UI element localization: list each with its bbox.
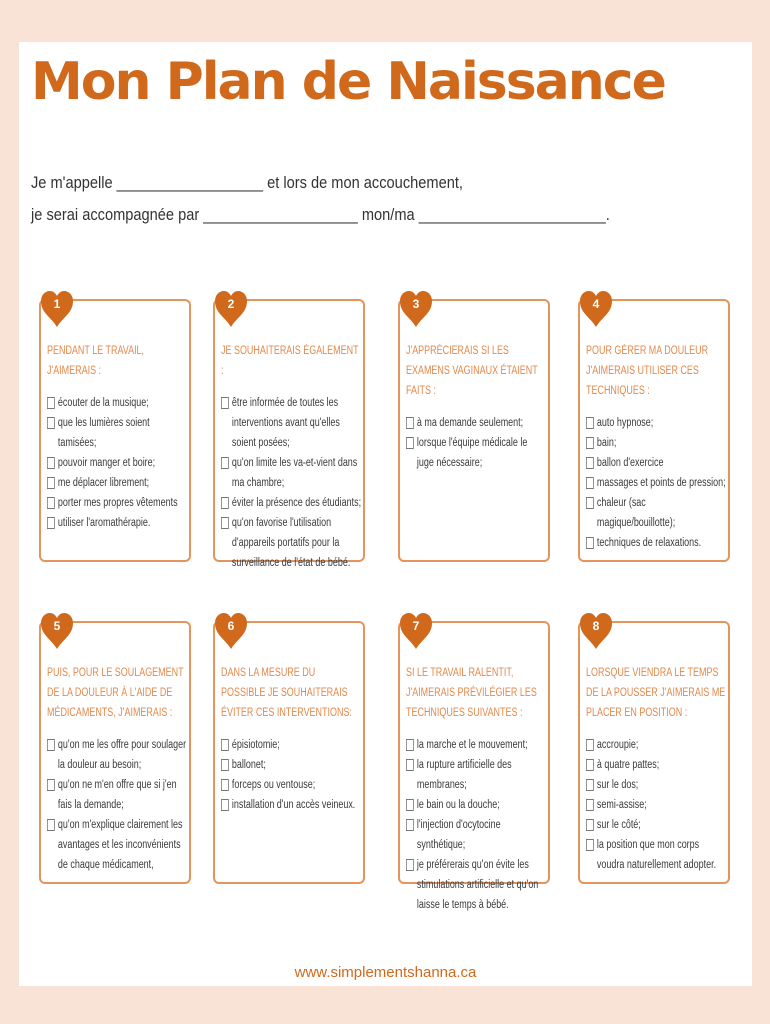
- checklist-item-label: que les lumières soient tamisées;: [57, 417, 150, 449]
- checkbox[interactable]: [47, 397, 55, 409]
- checklist-item-label: chaleur (sac magique/bouillotte);: [596, 497, 676, 529]
- checklist-item-label: qu'on me les offre pour soulager la douleur au besoin;: [57, 739, 187, 771]
- checklist-item: [586, 533, 726, 553]
- checkbox[interactable]: [47, 497, 55, 509]
- checkbox[interactable]: [586, 537, 594, 549]
- card-content: [406, 341, 546, 473]
- checklist-item: [47, 453, 187, 473]
- checkbox[interactable]: [406, 739, 414, 751]
- checkbox[interactable]: [586, 759, 594, 771]
- checkbox[interactable]: [586, 779, 594, 791]
- checklist-item: [586, 815, 726, 835]
- card-number: 3: [412, 297, 420, 311]
- checklist-item: [47, 413, 187, 453]
- checklist-item: [586, 453, 726, 473]
- checklist-item: [406, 855, 546, 915]
- card-number: 4: [592, 297, 600, 311]
- checkbox[interactable]: [47, 417, 55, 429]
- checkbox[interactable]: [221, 497, 229, 509]
- checklist-item-label: je préférerais qu'on évite les stimulations artificielle et qu'on laisse le temps à bébé.: [416, 859, 539, 911]
- checklist-item: [221, 735, 361, 755]
- checklist-item-label: qu'on ne m'en offre que si j'en fais la demande;: [57, 779, 177, 811]
- checklist-item: [586, 775, 726, 795]
- birth-plan-page: [19, 42, 752, 986]
- checkbox[interactable]: [47, 457, 55, 469]
- checkbox[interactable]: [586, 739, 594, 751]
- card-heading: PUIS, POUR LE SOULAGEMENT DE LA DOULEUR À L'AIDE DE MÉDICAMENTS, J'AIMERAIS :: [47, 667, 184, 719]
- page-title: Mon Plan de Naissance: [31, 52, 665, 112]
- checklist-item-label: le bain ou la douche;: [416, 799, 500, 811]
- checkbox[interactable]: [586, 799, 594, 811]
- card-6: [213, 621, 365, 884]
- checkbox[interactable]: [47, 477, 55, 489]
- checkbox[interactable]: [586, 417, 594, 429]
- card-number: 7: [412, 619, 420, 633]
- card-5: [39, 621, 191, 884]
- checklist-item: [221, 513, 361, 573]
- heart-icon: [41, 613, 73, 649]
- intro-line-1: Je m'appelle __________________ et lors de mon accouchement,: [31, 173, 463, 192]
- heart-icon: [580, 291, 612, 327]
- checkbox[interactable]: [406, 759, 414, 771]
- heart-icon: [400, 613, 432, 649]
- checklist-item-label: l'injection d'ocytocine synthétique;: [416, 819, 501, 851]
- checklist-item: [47, 735, 187, 775]
- checklist-item-label: accroupie;: [596, 739, 639, 751]
- checklist-item-label: la rupture artificielle des membranes;: [416, 759, 512, 791]
- checkbox[interactable]: [47, 739, 55, 751]
- checkbox[interactable]: [221, 457, 229, 469]
- checklist-item: [586, 473, 726, 493]
- checklist-item: [221, 775, 361, 795]
- checkbox[interactable]: [221, 739, 229, 751]
- checkbox[interactable]: [221, 799, 229, 811]
- checklist-item: [586, 735, 726, 755]
- card-number: 5: [53, 619, 61, 633]
- card-content: [586, 341, 726, 553]
- card-heading: JE SOUHAITERAIS ÉGALEMENT :: [221, 345, 359, 377]
- card-content: [586, 663, 726, 875]
- card-number: 6: [227, 619, 235, 633]
- checkbox[interactable]: [406, 417, 414, 429]
- checklist-item-label: éviter la présence des étudiants;: [231, 497, 362, 509]
- checklist-item: [586, 755, 726, 775]
- checklist-item: [406, 755, 546, 795]
- card-3: [398, 299, 550, 562]
- checklist-item-label: pouvoir manger et boire;: [57, 457, 156, 469]
- checklist-item: [47, 815, 187, 875]
- checklist-item-label: sur le dos;: [596, 779, 639, 791]
- checkbox[interactable]: [47, 819, 55, 831]
- card-heading: SI LE TRAVAIL RALENTIT, J'AIMERAIS PRÉVILÉGIER LES TECHNIQUES SUIVANTES :: [406, 667, 537, 719]
- checklist-item-label: qu'on limite les va-et-vient dans ma chambre;: [231, 457, 358, 489]
- checklist-item-label: installation d'un accès veineux.: [231, 799, 356, 811]
- checkbox[interactable]: [221, 779, 229, 791]
- checklist-item-label: techniques de relaxations.: [596, 537, 702, 549]
- checkbox[interactable]: [47, 779, 55, 791]
- checklist-item-label: forceps ou ventouse;: [231, 779, 316, 791]
- checklist-item-label: la marche et le mouvement;: [416, 739, 528, 751]
- heart-icon: [400, 291, 432, 327]
- intro-text: [31, 167, 610, 231]
- checklist-item-label: qu'on m'explique clairement les avantages et les inconvénients de chaque médicament,: [57, 819, 183, 871]
- checklist-item: [221, 755, 361, 775]
- checkbox[interactable]: [406, 799, 414, 811]
- card-8: [578, 621, 730, 884]
- card-number: 8: [592, 619, 600, 633]
- checklist-item: [406, 815, 546, 855]
- checklist-item-label: lorsque l'équipe médicale le juge nécessaire;: [416, 437, 528, 469]
- heart-icon: [215, 613, 247, 649]
- card-content: [221, 663, 361, 815]
- checkbox[interactable]: [221, 759, 229, 771]
- checklist-item: [406, 795, 546, 815]
- checklist-item-label: la position que mon corps voudra naturellement adopter.: [596, 839, 717, 871]
- card-content: [221, 341, 361, 573]
- checklist-item-label: écouter de la musique;: [57, 397, 149, 409]
- card-1: [39, 299, 191, 562]
- checklist-item: [586, 795, 726, 815]
- heart-icon: [580, 613, 612, 649]
- checklist-item: [47, 473, 187, 493]
- footer-url[interactable]: www.simplementshanna.ca: [294, 964, 477, 981]
- checklist-item-label: semi-assise;: [596, 799, 647, 811]
- checklist-item-label: bain;: [596, 437, 617, 449]
- checkbox[interactable]: [47, 517, 55, 529]
- checklist-item-label: à ma demande seulement;: [416, 417, 524, 429]
- checklist-item: [47, 513, 187, 533]
- checklist-item-label: utiliser l'aromathérapie.: [57, 517, 151, 529]
- checklist-item: [47, 393, 187, 413]
- checklist-item-label: massages et points de pression;: [596, 477, 726, 489]
- checkbox[interactable]: [221, 397, 229, 409]
- checklist-item: [586, 433, 726, 453]
- checkbox[interactable]: [586, 477, 594, 489]
- checklist-item: [47, 775, 187, 815]
- checklist-item-label: sur le côté;: [596, 819, 641, 831]
- heart-icon: [41, 291, 73, 327]
- card-heading: J'APPRÉCIERAIS SI LES EXAMENS VAGINAUX ÉTAIENT FAITS :: [406, 345, 538, 397]
- checklist-item: [221, 795, 361, 815]
- checklist-item-label: porter mes propres vêtements: [57, 497, 178, 509]
- checkbox[interactable]: [406, 859, 414, 871]
- card-heading: LORSQUE VIENDRA LE TEMPS DE LA POUSSER J'AIMERAIS ME PLACER EN POSITION :: [586, 667, 726, 719]
- card-heading: POUR GÉRER MA DOULEUR J'AIMERAIS UTILISER CES TECHNIQUES :: [586, 345, 709, 397]
- heart-icon: [215, 291, 247, 327]
- checkbox[interactable]: [586, 819, 594, 831]
- checklist-item-label: à quatre pattes;: [596, 759, 660, 771]
- checkbox[interactable]: [406, 437, 414, 449]
- checklist-item: [221, 493, 361, 513]
- checklist-item: [586, 835, 726, 875]
- card-content: [406, 663, 546, 915]
- checkbox[interactable]: [406, 819, 414, 831]
- checklist-item-label: qu'on favorise l'utilisation d'appareils portatifs pour la surveillance de l'état de bébé.: [231, 517, 351, 569]
- checklist-item-label: ballon d'exercice: [596, 457, 664, 469]
- checklist-item-label: auto hypnose;: [596, 417, 654, 429]
- card-4: [578, 299, 730, 562]
- card-heading: DANS LA MESURE DU POSSIBLE JE SOUHAITERAIS ÉVITER CES INTERVENTIONS:: [221, 667, 352, 719]
- checklist-item: [586, 493, 726, 533]
- card-content: [47, 341, 187, 533]
- checklist-item-label: ballonet;: [231, 759, 266, 771]
- intro-line-2: je serai accompagnée par ___________________ mon/ma _______________________.: [31, 205, 610, 224]
- checklist-item-label: être informée de toutes les interventions avant qu'elles soient posées;: [231, 397, 340, 449]
- card-2: [213, 297, 365, 569]
- card-heading: PENDANT LE TRAVAIL, J'AIMERAIS :: [47, 345, 145, 377]
- checklist-item: [406, 433, 546, 473]
- checklist-item-label: épisiotomie;: [231, 739, 280, 751]
- card-content: [47, 663, 187, 875]
- checklist-item: [221, 393, 361, 453]
- checklist-item: [221, 453, 361, 493]
- checklist-item-label: me déplacer librement;: [57, 477, 150, 489]
- checkbox[interactable]: [586, 437, 594, 449]
- checklist-item: [586, 413, 726, 433]
- card-number: 2: [227, 297, 235, 311]
- card-number: 1: [53, 297, 61, 311]
- checkbox[interactable]: [586, 839, 594, 851]
- checkbox[interactable]: [586, 457, 594, 469]
- checklist-item: [47, 493, 187, 513]
- checklist-item: [406, 735, 546, 755]
- checkbox[interactable]: [586, 497, 594, 509]
- checkbox[interactable]: [221, 517, 229, 529]
- card-7: [398, 619, 550, 911]
- checklist-item: [406, 413, 546, 433]
